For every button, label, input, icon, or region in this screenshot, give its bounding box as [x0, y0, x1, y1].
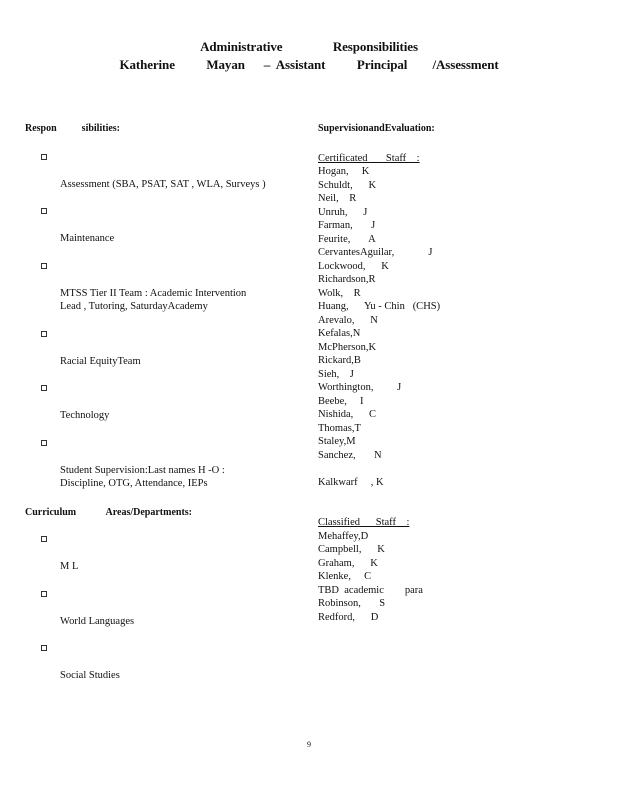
responsibility-item: [25, 260, 310, 314]
responsibility-text: Racial EquityTeam: [60, 355, 141, 367]
staff-name: Richardson,R: [318, 274, 376, 285]
staff-spacer: [318, 462, 608, 476]
certificated-staff-list: [318, 165, 608, 489]
staff-name: Klenke, C: [318, 571, 372, 582]
staff-name: McPherson,K: [318, 341, 377, 353]
bullet-square-icon: [41, 440, 47, 446]
classified-staff-list: [318, 530, 608, 625]
staff-name: Nishida, C: [318, 409, 377, 420]
curriculum-item: [25, 588, 310, 629]
bullet-square-icon: [41, 385, 47, 391]
curriculum-heading: Curriculum Areas/Departments:: [25, 506, 193, 518]
staff-name: Sieh, J: [318, 368, 354, 380]
staff-name: Graham, K: [318, 557, 378, 569]
staff-name: Rickard,B: [318, 355, 361, 366]
curriculum-item: [25, 642, 310, 683]
title-line-2: Katherine Mayan – Assistant Principal /Assessment: [119, 57, 499, 72]
staff-name: Schuldt, K: [318, 179, 377, 191]
responsibility-item: [25, 437, 310, 491]
staff-name: Staley,M: [318, 436, 356, 447]
responsibility-text: MTSS Tier II Team : Academic Intervention Lead , Tutoring, SaturdayAcademy: [60, 287, 247, 312]
staff-name: Huang, Yu - Chin (CHS): [318, 301, 441, 312]
bullet-square-icon: [41, 591, 47, 597]
responsibilities-list: [25, 151, 310, 491]
title-line-1: Administrative Responsibilities: [200, 39, 418, 54]
staff-name: Kefalas,N: [318, 328, 361, 339]
supervision-heading: SupervisionandEvaluation:: [318, 123, 435, 134]
responsibility-text: Student Supervision:Last names H -O : Discipline, OTG, Attendance, IEPs: [60, 464, 225, 489]
responsibility-text: Assessment (SBA, PSAT, SAT , WLA, Surveys ): [60, 178, 266, 190]
staff-name: Robinson, S: [318, 598, 386, 609]
staff-name: Beebe, I: [318, 395, 364, 407]
right-column: [318, 122, 608, 624]
bullet-square-icon: [41, 154, 47, 160]
staff-name: Sanchez, N: [318, 449, 382, 461]
bullet-square-icon: [41, 263, 47, 269]
staff-name: Wolk, R: [318, 287, 361, 299]
staff-name: Mehaffey,D: [318, 530, 369, 542]
responsibility-text: Technology: [60, 410, 110, 421]
classified-staff-heading: Classified Staff :: [318, 517, 410, 528]
curriculum-item: [25, 533, 310, 574]
staff-name: Worthington, J: [318, 382, 402, 393]
staff-name: Campbell, K: [318, 544, 385, 555]
certificated-staff-heading: Certificated Staff :: [318, 152, 420, 164]
curriculum-list: [25, 533, 310, 683]
responsibility-item: [25, 382, 310, 423]
staff-name: Redford, D: [318, 611, 379, 623]
staff-name: Feurite, A: [318, 233, 376, 245]
staff-name: Kalkwarf , K: [318, 476, 384, 488]
curriculum-text: M L: [60, 561, 79, 572]
staff-name: TBD academic para: [318, 584, 423, 596]
bullet-square-icon: [41, 645, 47, 651]
staff-name: CervantesAguilar, J: [318, 247, 433, 258]
staff-name: Lockwood, K: [318, 260, 389, 272]
bullet-square-icon: [41, 331, 47, 337]
staff-name: Arevalo, N: [318, 314, 378, 326]
staff-name: Unruh, J: [318, 206, 368, 218]
page-number: 9: [307, 740, 311, 749]
curriculum-text: Social Studies: [60, 670, 120, 681]
bullet-square-icon: [41, 208, 47, 214]
staff-name: Neil, R: [318, 193, 357, 204]
curriculum-text: World Languages: [60, 615, 135, 627]
responsibility-item: [25, 151, 310, 192]
bullet-square-icon: [41, 536, 47, 542]
responsibilities-heading: Respon sibilities:: [25, 123, 121, 134]
responsibility-text: Maintenance: [60, 233, 115, 244]
staff-name: Farman, J: [318, 220, 376, 231]
staff-name: Hogan, K: [318, 166, 370, 177]
left-column: [25, 122, 310, 683]
responsibility-item: [25, 205, 310, 246]
responsibility-item: [25, 328, 310, 369]
staff-name: Thomas,T: [318, 422, 361, 434]
